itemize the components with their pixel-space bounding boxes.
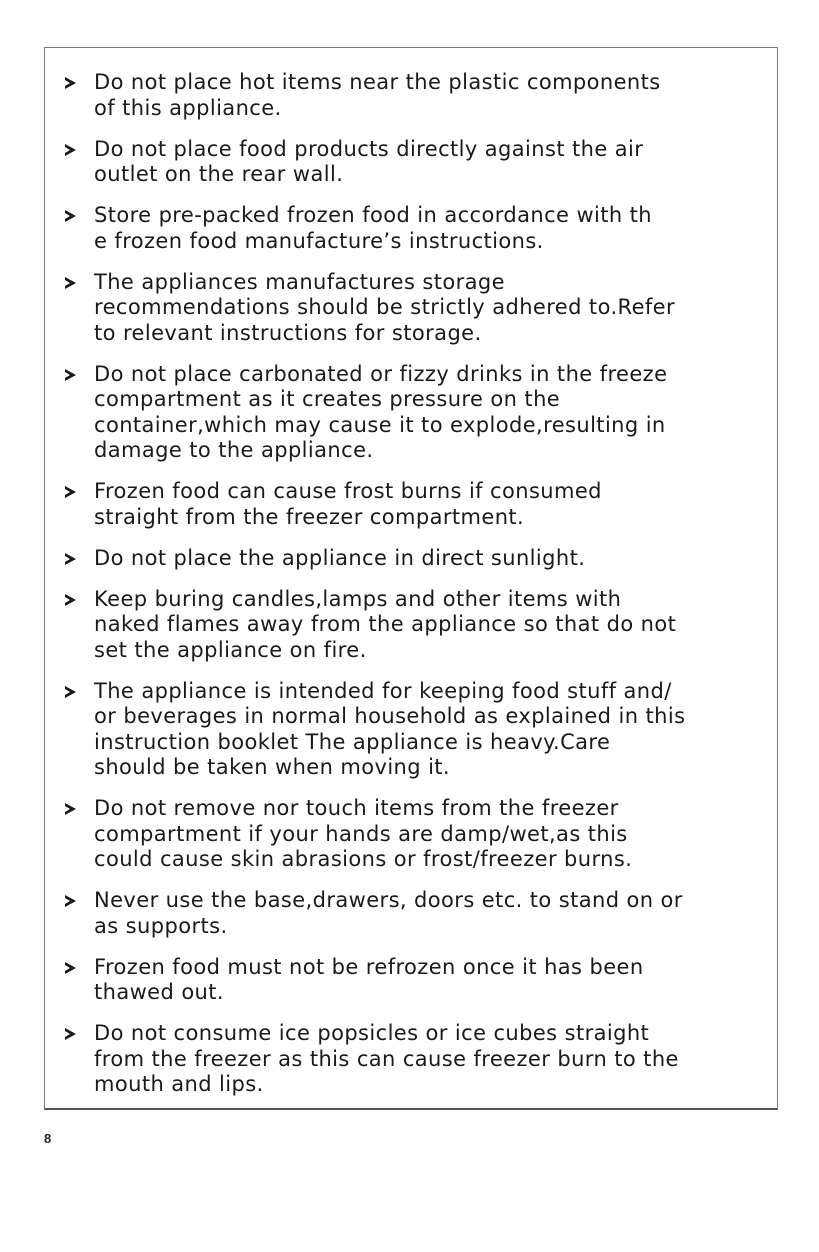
arrowhead-bullet-icon bbox=[65, 77, 76, 89]
list-item bbox=[65, 955, 770, 1006]
list-item bbox=[65, 546, 770, 572]
list-item-text: The appliances manufactures storage recommendations should be strictly adhered to.Refer to relevant instructions for storage. bbox=[94, 269, 676, 345]
list-item-text: Never use the base,drawers, doors etc. to stand on or as supports. bbox=[94, 888, 683, 938]
safety-instructions-list bbox=[65, 70, 770, 1113]
page-number: 8 bbox=[44, 1131, 52, 1146]
arrowhead-bullet-icon bbox=[65, 486, 76, 498]
list-item-text: Do not consume ice popsicles or ice cubes straight from the freezer as this can cause freezer burn to the mouth and lips. bbox=[94, 1021, 679, 1096]
list-item-text: Do not place hot items near the plastic components of this appliance. bbox=[94, 70, 661, 120]
arrowhead-bullet-icon bbox=[65, 895, 76, 907]
list-item bbox=[65, 679, 770, 781]
list-item bbox=[65, 587, 770, 664]
arrowhead-bullet-icon bbox=[65, 803, 76, 815]
list-item bbox=[65, 137, 770, 188]
arrowhead-bullet-icon bbox=[65, 962, 76, 974]
arrowhead-bullet-icon bbox=[65, 144, 76, 156]
list-item bbox=[65, 1021, 770, 1098]
list-item-text: Do not place food products directly against the air outlet on the rear wall. bbox=[94, 136, 644, 186]
arrowhead-bullet-icon bbox=[65, 277, 76, 289]
list-item bbox=[65, 479, 770, 530]
list-item bbox=[65, 362, 770, 464]
instructions-box bbox=[44, 47, 778, 1110]
list-item bbox=[65, 270, 770, 347]
list-item bbox=[65, 203, 770, 254]
arrowhead-bullet-icon bbox=[65, 369, 76, 381]
list-item-text: The appliance is intended for keeping food stuff and/ or beverages in normal household as explained in this instruction booklet The appliance is heavy.Care should be taken when moving it. bbox=[94, 678, 686, 779]
list-item bbox=[65, 70, 770, 121]
list-item-text: Keep buring candles,lamps and other items with naked flames away from the appliance so that do not set the appliance on fire. bbox=[94, 586, 677, 662]
list-item-text: Frozen food can cause frost burns if consumed straight from the freezer compartment. bbox=[94, 479, 602, 529]
arrowhead-bullet-icon bbox=[65, 686, 76, 698]
list-item bbox=[65, 796, 770, 873]
list-item-text: Do not place the appliance in direct sunlight. bbox=[94, 545, 586, 570]
list-item-text: Store pre-packed frozen food in accordance with th e frozen food manufacture’s instructions. bbox=[94, 203, 653, 253]
list-item-text: Frozen food must not be refrozen once it has been thawed out. bbox=[94, 954, 644, 1004]
arrowhead-bullet-icon bbox=[65, 210, 76, 222]
arrowhead-bullet-icon bbox=[65, 553, 76, 565]
list-item bbox=[65, 888, 770, 939]
arrowhead-bullet-icon bbox=[65, 1028, 76, 1040]
arrowhead-bullet-icon bbox=[65, 594, 76, 606]
list-item-text: Do not place carbonated or fizzy drinks in the freeze compartment as it creates pressure on the container,which may cause it to explode,resulting in damage to the appliance. bbox=[94, 361, 668, 462]
list-item-text: Do not remove nor touch items from the freezer compartment if your hands are damp/wet,as this could cause skin abrasions or frost/freezer burns. bbox=[94, 796, 633, 871]
